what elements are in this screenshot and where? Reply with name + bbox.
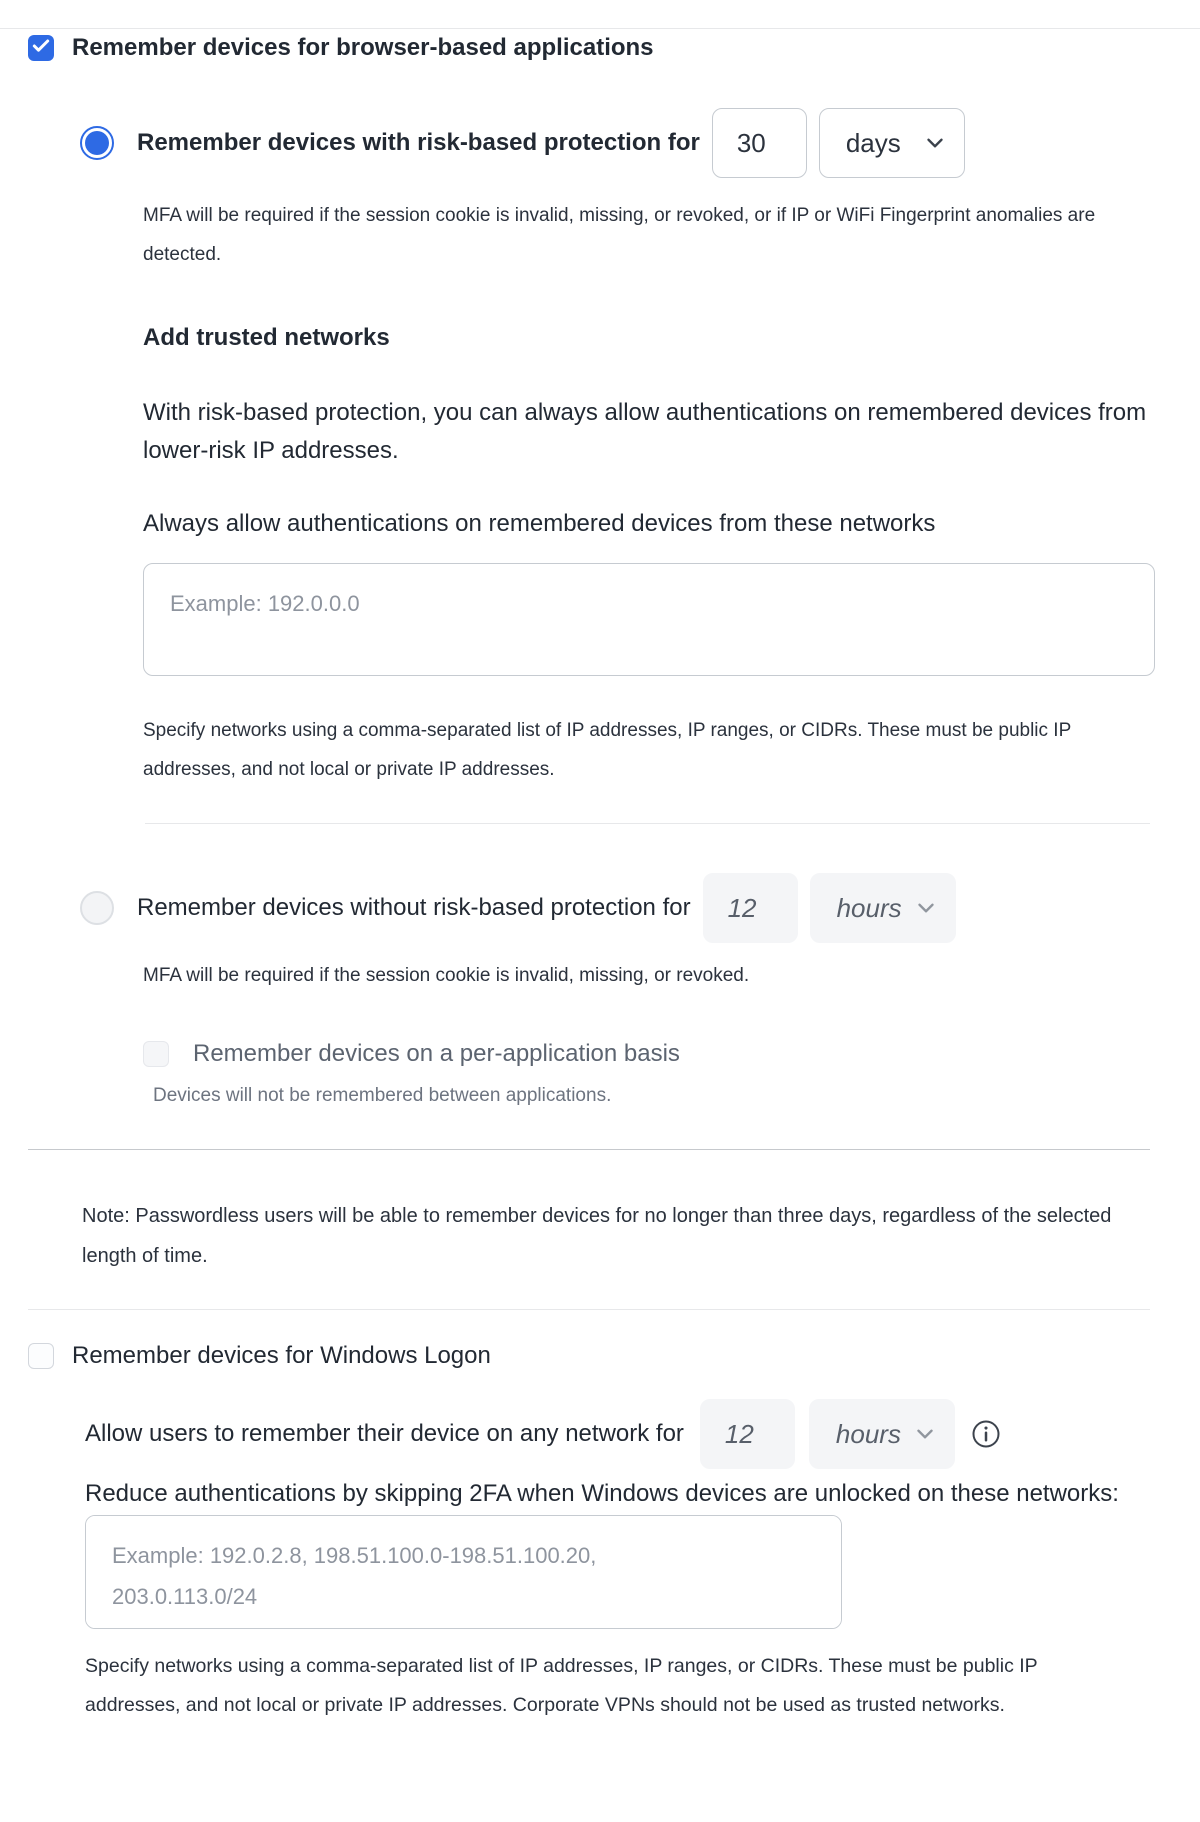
trusted-networks-help: Specify networks using a comma-separated list of IP addresses, IP ranges, or CIDRs. These must be public IP addresses, and not local or private IP addresses.	[143, 720, 1071, 780]
top-divider	[0, 28, 1200, 29]
chevron-down-icon	[912, 1421, 938, 1447]
add-trusted-networks-heading: Add trusted networks	[143, 324, 390, 351]
windows-networks-label: Reduce authentications by skipping 2FA when Windows devices are unlocked on these networks:	[85, 1480, 1119, 1507]
selected-unit: hours	[836, 892, 902, 923]
windows-duration-label: Allow users to remember their device on any network for	[85, 1420, 684, 1447]
browser-section-title-row	[28, 34, 1200, 62]
windows-remember-checkbox[interactable]	[28, 1343, 54, 1369]
risk-radio-row	[80, 108, 1200, 178]
per-application-checkbox	[143, 1041, 169, 1067]
no-risk-duration-unit-select	[810, 873, 956, 943]
per-application-label: Remember devices on a per-application basis	[193, 1040, 680, 1067]
no-risk-protection-label: Remember devices without risk-based protection for	[137, 894, 691, 921]
windows-duration-unit-select	[809, 1399, 955, 1469]
section-divider	[28, 1309, 1150, 1310]
chevron-down-icon	[922, 130, 948, 156]
selected-unit: days	[845, 127, 901, 158]
risk-protection-description: MFA will be required if the session cookie is invalid, missing, or revoked, or if IP or WiFi Fingerprint anomalies are detected.	[143, 205, 1096, 265]
section-divider	[28, 1149, 1150, 1150]
risk-duration-unit-select[interactable]	[819, 108, 965, 178]
windows-duration-row	[85, 1399, 1200, 1469]
windows-duration-input	[700, 1399, 795, 1469]
trusted-networks-field-label: Always allow authentications on remembered devices from these networks	[143, 510, 936, 537]
windows-section-title: Remember devices for Windows Logon	[72, 1342, 491, 1369]
risk-duration-input[interactable]	[712, 108, 807, 178]
radio-options-divider	[145, 823, 1150, 824]
selected-unit: hours	[835, 1418, 901, 1449]
no-risk-duration-input	[703, 873, 798, 943]
per-application-description: Devices will not be remembered between applications.	[153, 1085, 612, 1106]
radio-dot	[85, 131, 109, 155]
no-risk-radio-row	[80, 873, 1200, 943]
trusted-networks-textarea[interactable]	[143, 563, 1155, 676]
no-risk-protection-description: MFA will be required if the session cookie is invalid, missing, or revoked.	[143, 965, 750, 986]
browser-remember-checkbox[interactable]	[28, 35, 54, 61]
passwordless-note: Note: Passwordless users will be able to remember devices for no longer than three days, regardless of the selected length of time.	[82, 1205, 1112, 1267]
windows-section-title-row	[28, 1342, 1200, 1370]
trusted-networks-intro: With risk-based protection, you can always allow authentications on remembered devices from lower-risk IP addresses.	[143, 399, 1147, 464]
browser-section-title: Remember devices for browser-based applications	[72, 34, 654, 61]
risk-protection-label: Remember devices with risk-based protection for	[137, 129, 700, 156]
per-application-row	[143, 1040, 1200, 1068]
info-icon[interactable]	[971, 1419, 1001, 1449]
no-risk-protection-radio[interactable]	[80, 891, 114, 925]
checkmark-icon	[31, 36, 51, 61]
chevron-down-icon	[913, 895, 939, 921]
windows-networks-help: Specify networks using a comma-separated list of IP addresses, IP ranges, or CIDRs. These must be public IP addresses, and not local or private IP addresses. Corporate VPNs should not be used as trusted networks.	[85, 1655, 1038, 1716]
windows-networks-textarea[interactable]	[85, 1515, 842, 1629]
risk-protection-radio[interactable]	[80, 126, 114, 160]
